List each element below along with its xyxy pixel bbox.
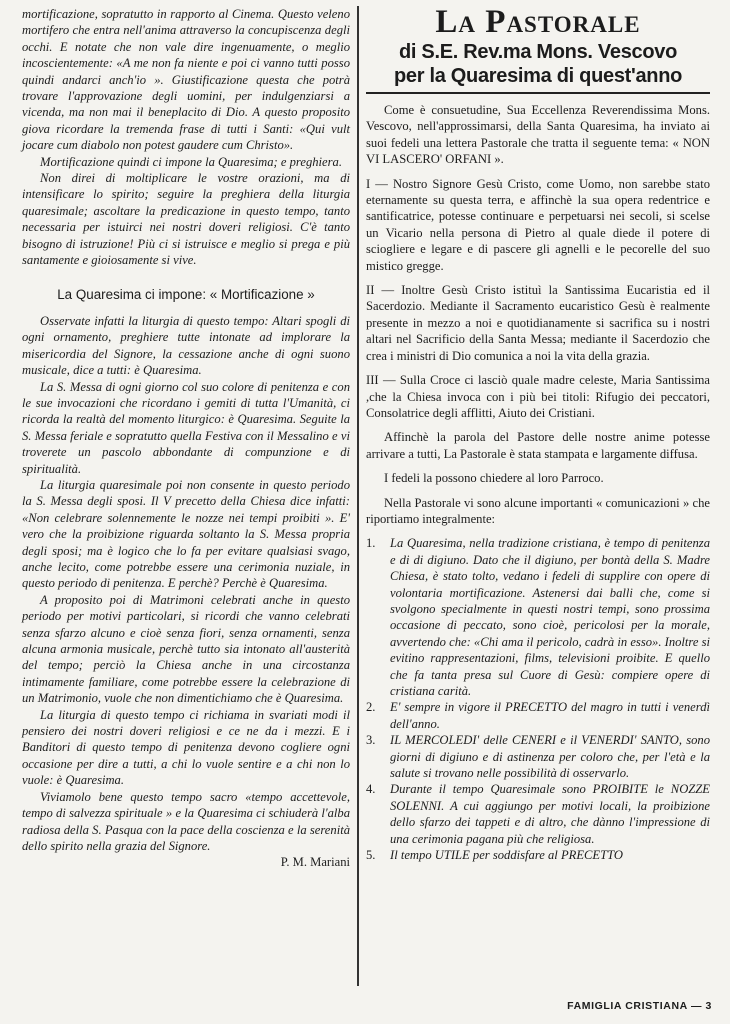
- paragraph: Viviamolo bene questo tempo sacro «tempo accettevole, tempo di salvezza spirituale » e la Quaresima ci schiuderà l'alba radiosa della S. Pasqua con la pace della coscienza e la serenità dello spirito nella grazia del Signore.: [22, 789, 350, 853]
- right-column: [366, 4, 710, 863]
- list-item: 2. E' sempre in vigore il PRECETTO del magro in tutti i venerdì dell'anno.: [366, 700, 710, 731]
- left-column: [22, 6, 350, 871]
- section-subheading: La Quaresima ci impone: « Mortificazione »: [57, 286, 315, 302]
- paragraph: Affinchè la parola del Pastore delle nostre anime potesse arrivare a tutti, La Pastorale è stata stampata e largamente diffusa.: [366, 430, 710, 461]
- paragraph: La S. Messa di ogni giorno col suo colore di penitenza e con le sue invocazioni che ricordano i gemiti di tutta l'Umanità, ci ricorda la realtà del momento liturgico: è Quaresima. Seguite la S. Messa feriale e sopratutto quella Festiva con il Messalino e vi troverete un pascolo abbondante di compunzione e di spiritualità.: [22, 379, 350, 476]
- paragraph: I — Nostro Signore Gesù Cristo, come Uomo, non sarebbe stato eternamente su questa terra, e affinchè la sua opera redentrice e santificatrice, potesse continuare e perpetuarsi nei secoli, si scelse un Vicario nella persona di Pietro al quale diede il potere di sciogliere e legare e di pascere gli agnelli e le pecorelle del suo mistico gregge.: [366, 176, 710, 273]
- list-item: 5. Il tempo UTILE per soddisfare al PRECETTO: [366, 848, 623, 863]
- signature-line: [22, 854, 350, 870]
- paragraph: Come è consuetudine, Sua Eccellenza Reverendissima Mons. Vescovo, nell'approssimarsi, della Santa Quaresima, ha inviato ai suoi fedeli una lettera Pastorale che tratta il seguente tema: « NON VI LASCERO' ORFANI ».: [366, 103, 710, 167]
- paragraph: III — Sulla Croce ci lasciò quale madre celeste, Maria Santissima ,che la Chiesa invoca con i più bei titoli: Rifugio dei peccatori, Consolatrice degli afflitti, Aiuto dei Cristiani.: [366, 373, 710, 420]
- paragraph: II — Inoltre Gesù Cristo istituì la Santissima Eucaristia ed il Sacerdozio. Mediante il Sacramento eucaristico Gesù è realmente presente in mezzo a noi e quotidianamente si sacrifica su i nostri altari nel Sacrificio della Santa Messa; mediante il Sacerdozio che crea i ministri di Dio comunica a noi la vita della grazia.: [366, 283, 710, 363]
- paragraph: mortificazione, sopratutto in rapporto al Cinema. Questo veleno mortifero che entra nell'anima attraverso la concupiscenza degli occhi. E notate che non vale dire ingenuamente, o meglio incoscientemente: «A me non fa niente e poi ci vanno tutti posso quindi andarci anch'io ». Giustificazione questa che potrà trovare l'approvazione degli uomini, per indulgenziarsi a vicenda, ma non mai il beneplacito di Dio. A questo proposito giova ricordare la tremenda frase di tutti i Santi: «Qui vult jocare cum diabolo non potest gaudere cum Christo».: [22, 7, 350, 153]
- paragraph: Osservate infatti la liturgia di questo tempo: Altari spogli di ogni ornamento, preghiere tutte intonate ad implorare la misericordia del Signore, la cessazione anche di ogni suono musicale, dice a tutti: è Quaresima.: [22, 313, 350, 378]
- paragraph: La liturgia di questo tempo ci richiama in svariati modi il pensiero dei nostri doveri religiosi e ce ne da i mezzi. E i Banditori di questo tempo di penitenza devono cogliere ogni occasione per dire a tutti, a chi lo vuole sentire e a chi non lo vuole: è Quaresima.: [22, 707, 350, 788]
- paragraph: I fedeli la possono chiedere al loro Parroco.: [384, 471, 604, 486]
- article-title: La Pastorale: [435, 4, 641, 40]
- paragraph: La liturgia quaresimale poi non consente in questo periodo la S. Messa degli sposi. Il V precetto della Chiesa dice infatti: «Non celebrare solennemente le nozze nei tempi proibiti ». E' vero che la proibizione riguarda soltanto la S. Messa propria degli sposi; ma è logico che lo fa per evitare qualsiasi svago, anche lecito, come potrebbe essere una cerimonia nuziale, in questo periodo di penitenza. E perchè? Perchè è Quaresima.: [22, 477, 350, 591]
- list-item: 1. La Quaresima, nella tradizione cristiana, è tempo di penitenza e di di digiuno. Dato che il digiuno, per bontà della S. Madre Chiesa, è stato tolto, vedano i fedeli di supplire con opere di volontaria mortificazione. Astenersi dai balli che, come si svolgono specialmente in questi nostri tempi, sono prossima occasione di peccato, sono cioè, pericolosi per la morale, avvertendo che: «Chi ama il pericolo, cadrà in esso». Inoltre si evitino rappresentazioni, films, televisioni proibite. E quello che fa tanta presa sul Cuore di Gesù: compiere opere di cristiana carità.: [366, 536, 710, 698]
- list-item: 3. IL MERCOLEDI' delle CENERI e il VENERDI' SANTO, sono giorni di digiuno e di astinenza per coloro che, per l'età e la salute si trovano nelle possibilità di osservarlo.: [366, 733, 710, 781]
- article-subtitle: di S.E. Rev.ma Mons. Vescovo: [399, 41, 677, 63]
- list-item: 4. Durante il tempo Quaresimale sono PROIBITE le NOZZE SOLENNI. A cui aggiungo per motivi locali, la proibizione dello sfarzo dei tappeti e di altro, che dànno l'impressione di una cerimonia pagana più che religiosa.: [366, 782, 710, 846]
- communications-list: [366, 535, 710, 863]
- column-divider: [357, 6, 359, 986]
- author-signature: P. M. Mariani: [280, 855, 350, 870]
- paragraph: Non direi di moltiplicare le vostre orazioni, ma di intensificare lo spirito; seguire la preghiera della liturgia quaresimale; ascoltare la predicazione in questo tempo, tanto necessaria per istuirci nei nostri doveri religiosi. C'è tanto bisogno di istruzione! Più ci si istruisce e meglio si prega e più santamente e gioiosamente si vive.: [22, 171, 350, 268]
- paragraph: Mortificazione quindi ci impone la Quaresima; e preghiera.: [40, 154, 342, 169]
- page-footer: FAMIGLIA CRISTIANA — 3: [567, 1000, 712, 1012]
- paragraph: Nella Pastorale vi sono alcune importanti « comunicazioni » che riportiamo integralmente:: [366, 495, 710, 526]
- article-subtitle: per la Quaresima di quest'anno: [366, 64, 710, 94]
- paragraph: A proposito poi di Matrimoni celebrati anche in questo periodo per motivi particolari, si ricordi che vanno celebrati senza sfarzo alcuno e cioè senza fiori, senza ornamenti, senza alcuna armonia musicale, perchè tutto sia intonato all'austerità del tempo; perciò la Chiesa anche in una circostanza intimamente familiare, come potrebbe essere la celebrazione di un Matrimonio, vuole che non dimentichiamo che è Quaresima.: [22, 592, 350, 706]
